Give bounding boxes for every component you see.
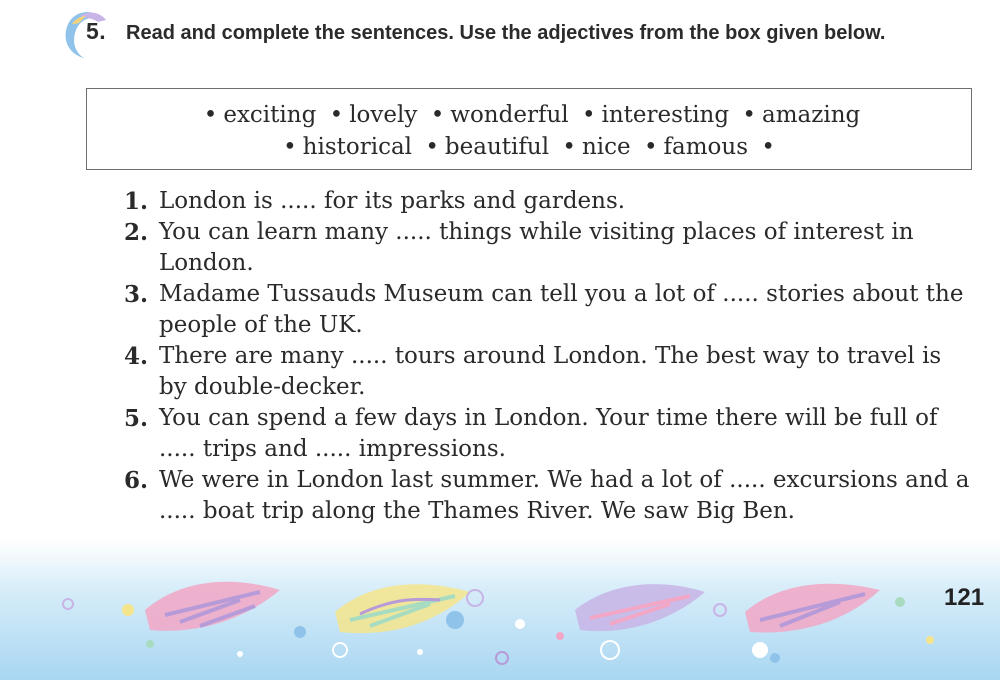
word-item: amazing [761,102,861,128]
sentence-item [124,403,976,465]
word-item: famous [663,134,749,160]
sentence-item [124,279,976,341]
word-item: wonderful [450,102,569,128]
exercise-instruction: Read and complete the sentences. Use the adjectives from the box given below. [126,22,886,44]
word-item: exciting [223,102,317,128]
sentence-text: There are many ..... tours around London. The best way to travel is by double-decker. [159,343,942,400]
sentence-text: Madame Tussauds Museum can tell you a lot of ..... stories about the people of the UK. [159,281,964,338]
adjective-word-box [86,88,972,170]
decorative-footer-band [0,540,1000,680]
word-item: interesting [601,102,730,128]
sentence-number: 6. [124,467,149,494]
word-item: lovely [349,102,418,128]
sentence-number: 4. [124,343,149,370]
page-number: 121 [944,584,985,611]
sentence-number: 3. [124,281,149,308]
sentence-text: London is ..... for its parks and gardens. [159,188,626,214]
sentence-item [124,465,976,527]
word-box-line-2: • historical • beautiful • nice • famous • [283,134,775,160]
sentence-item [124,186,976,217]
sentence-list [124,186,976,527]
sentence-text: You can spend a few days in London. Your time there will be full of ..... trips and ..... impressions. [159,405,938,462]
word-item: historical [302,134,413,160]
sentence-item [124,217,976,279]
exercise-number: 5. [86,18,107,44]
word-item: nice [581,134,631,160]
sentence-item [124,341,976,403]
sentence-number: 2. [124,219,149,246]
sentence-number: 1. [124,188,149,215]
sentence-number: 5. [124,405,149,432]
word-item: beautiful [444,134,550,160]
word-box-line-1: • exciting • lovely • wonderful • interesting • amazing [203,102,861,128]
sentence-text: You can learn many ..... things while visiting places of interest in London. [159,219,914,276]
sentence-text: We were in London last summer. We had a lot of ..... excursions and a ..... boat trip along the Thames River. We saw Big Ben. [159,467,970,524]
